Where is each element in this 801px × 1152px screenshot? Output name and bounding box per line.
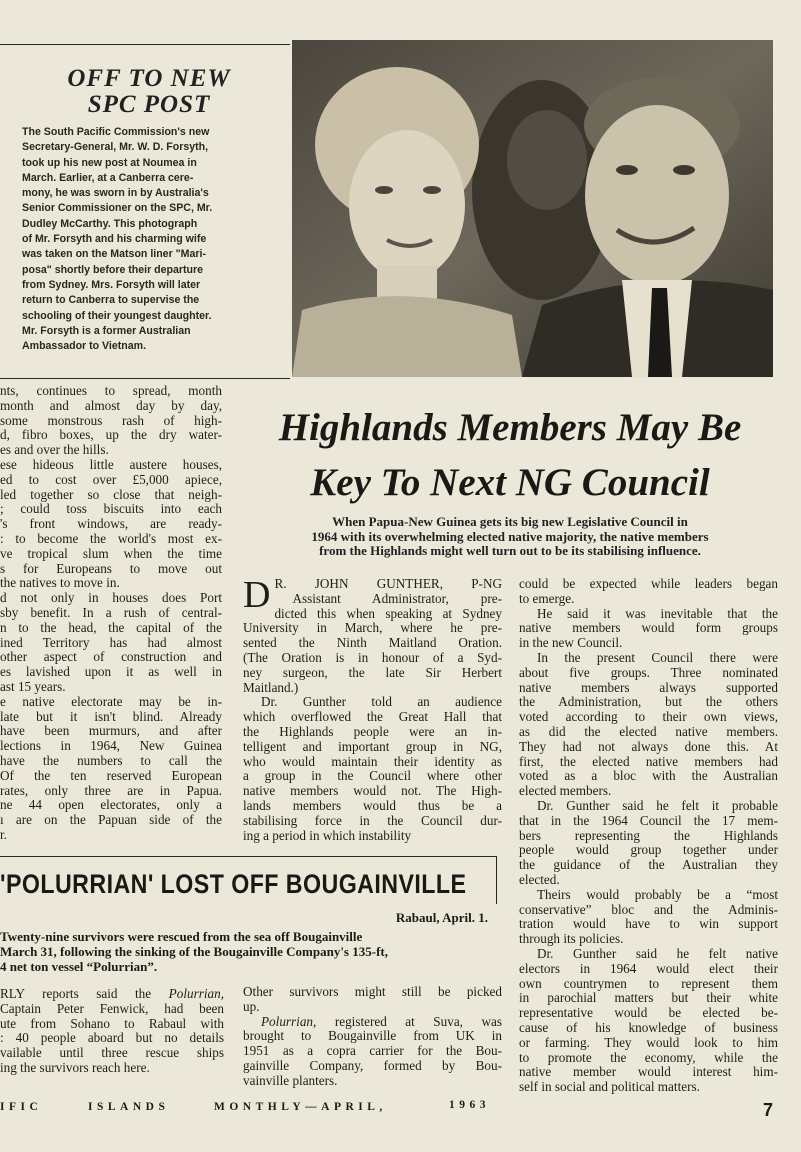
text-line: about five groups. Three nominated — [519, 665, 778, 680]
story2-dateline: Rabaul, April. 1. — [395, 910, 488, 925]
text-line: ve tropical slum when the time — [0, 546, 222, 561]
text-line: month and almost day by day, — [0, 398, 222, 413]
text-line: native members would form groups — [519, 621, 778, 636]
text-line: (The Oration is in honour of a Syd- — [243, 650, 502, 665]
text-line: the guidance of the Australian they — [519, 858, 778, 873]
top-rule — [0, 44, 290, 45]
footer-year: 1963 — [449, 1099, 490, 1111]
text-line: which overflowed the Great Hall that — [243, 710, 502, 725]
text-line: ney surgeon, the late Sir Herbert — [243, 665, 502, 680]
headline-deck — [250, 515, 770, 559]
text-line: ined Territory has had almost — [0, 635, 222, 650]
text-line: es lavished upon it as well in — [0, 665, 222, 680]
text-line: sented the Ninth Maitland Oration. — [243, 636, 502, 651]
text-line: cause of his knowledge of business — [519, 1020, 778, 1035]
text-line: r. — [0, 827, 7, 842]
text-line: in the new Council. — [519, 636, 623, 651]
text-line: native members always supported — [519, 680, 778, 695]
photo-rule — [0, 378, 290, 379]
text-line: conservative” bloc and the Adminis- — [519, 902, 778, 917]
text-line: Polurrian, registered at Suva, was — [261, 1014, 502, 1029]
text-line: self in social and political matters. — [519, 1080, 700, 1095]
text-line: the Highlands people were an in- — [243, 724, 502, 739]
text-line: took up his new post at Noumea in — [22, 156, 197, 169]
text-line: stabilising force in the Council dur- — [243, 813, 502, 828]
text-line: was taken on the Matson liner "Mari- — [22, 248, 206, 261]
text-line: 's front windows, are ready- — [0, 517, 222, 532]
text-line: Secretary-General, Mr. W. D. Forsyth, — [22, 141, 209, 154]
text-line: bers representing the Highlands — [519, 828, 778, 843]
text-line: Ambassador to Vietnam. — [22, 340, 147, 353]
text-line: d, fibro boxes, up the dry water- — [0, 428, 222, 443]
text-line: e native electorate may be in- — [0, 694, 222, 709]
text-line: some monstrous rash of high- — [0, 413, 222, 428]
headline-line-1: Highlands Members May Be — [278, 406, 742, 449]
text-line: ing a period in which instability — [243, 828, 412, 843]
caption-text — [22, 125, 274, 354]
text-line: voted as a bloc with the Australian — [519, 769, 778, 784]
text-line: in parochial matters but their white — [519, 991, 778, 1006]
text-line: March. Earlier, at a Canberra cere- — [22, 171, 194, 184]
text-line: led together so close that neigh- — [0, 487, 222, 502]
text-line: first, the elected native members had — [519, 754, 778, 769]
text-line: ing the survivors reach here. — [0, 1060, 150, 1075]
text-line: as did the elected native members. — [519, 724, 778, 739]
text-line: Twenty-nine survivors were rescued from the sea off Bougainville — [0, 929, 363, 944]
footer-word-3: MONTHLY—APRIL, — [214, 1101, 387, 1113]
text-line: through its policies. — [519, 932, 624, 947]
text-line: Dudley McCarthy. This photograph — [22, 217, 198, 230]
text-line: late but it isn't blind. Already — [0, 709, 222, 724]
dropcap: D — [243, 574, 271, 616]
text-line: es and over the hills. — [0, 443, 109, 458]
text-line: ı are on the Papuan side of the — [0, 813, 222, 828]
text-line: Dr. Gunther said he felt native — [537, 946, 778, 961]
text-line: elected. — [519, 872, 560, 887]
text-line: people would group together under — [519, 843, 778, 858]
text-line: voted according to their own views, — [519, 710, 778, 725]
text-line: have been murmurs, and after — [0, 724, 222, 739]
text-line: 1964 with its overwhelming elected native majority, the native members — [311, 528, 709, 544]
text-line: representative would be elected be- — [519, 1006, 778, 1021]
text-line: : to become the world's most ex- — [0, 531, 222, 546]
text-line: ; could toss biscuits into each — [0, 502, 222, 517]
text-line: telligent and important group in NG, — [243, 739, 502, 754]
footer-word-1: IFIC — [0, 1101, 43, 1113]
text-line: 1951 as a copra carrier for the Bou- — [243, 1044, 502, 1059]
text-line: native member would interest him- — [519, 1065, 778, 1080]
left-column-text — [0, 384, 222, 843]
text-line: vailable until three rescue ships — [0, 1046, 224, 1061]
text-line: Dr. Gunther said he felt it probable — [537, 798, 778, 813]
text-line: from the Highlands might well turn out to be its stabilising influence. — [319, 543, 701, 558]
text-line: schooling of their youngest daughter. — [22, 309, 212, 322]
text-line: Mr. Forsyth is a former Australian — [22, 324, 191, 337]
caption-title — [18, 66, 280, 118]
text-line: could be expected while leaders began — [519, 577, 778, 591]
text-line: Of the ten reserved European — [0, 768, 222, 783]
article-column-1 — [243, 574, 502, 843]
story2-rule — [0, 856, 497, 857]
text-line: that in the 1964 Council the 17 mem- — [519, 813, 778, 828]
text-line: s for Europeans to move out — [0, 561, 222, 576]
text-line: nts, continues to spread, month — [0, 384, 222, 398]
story2-vertical-rule — [496, 856, 497, 904]
text-line: rates, only three are in Papua. — [0, 783, 222, 798]
text-line: In the present Council there were — [537, 650, 778, 665]
text-line: or farming. They would look to him — [519, 1035, 778, 1050]
text-line: to promote the economy, while the — [519, 1050, 778, 1065]
text-line: lections in 1964, New Guinea — [0, 739, 222, 754]
text-line: native members would not. The High- — [243, 784, 502, 799]
text-line: Senior Commissioner on the SPC, Mr. — [22, 202, 213, 215]
text-line: who would maintain their identity as — [243, 754, 502, 769]
text-line: own countrymen to represent them — [519, 976, 778, 991]
text-line: elected members. — [519, 784, 612, 799]
text-line: lands members would thus be a — [243, 798, 502, 813]
text-line: n to the head, the capital of the — [0, 620, 222, 635]
text-line: the Administration, but the others — [519, 695, 778, 710]
text-line: electors in 1964 would elect their — [519, 961, 778, 976]
text-line: ed to cost over £5,000 apiece, — [0, 472, 222, 487]
text-line: March 31, following the sinking of the Bougainville Company's 135-ft, — [0, 944, 388, 959]
text-line: Theirs would probably be a “most — [537, 887, 778, 902]
text-line: 4 net ton vessel “Polurrian”. — [0, 959, 158, 974]
story2-column-2 — [243, 985, 502, 1089]
page-number: 7 — [763, 1100, 774, 1120]
photo-illustration — [292, 40, 773, 377]
text-line: of Mr. Forsyth and his charming wife — [22, 233, 207, 246]
story2-headline: 'POLURRIAN' LOST OFF BOUGAINVILLE — [0, 869, 467, 899]
text-line: The South Pacific Commission's new — [22, 126, 210, 138]
text-line: to emerge. — [519, 591, 575, 606]
text-line: RLY reports said the Polurrian, — [0, 987, 224, 1001]
text-line: mony, he was sworn in by Australia's — [22, 187, 209, 200]
text-line: posa" shortly before their departure — [22, 263, 204, 276]
text-line: a group in the Council where other — [243, 769, 502, 784]
text-line: Other survivors might still be picked — [243, 985, 502, 999]
caption-title-line-1: OFF TO NEW — [67, 65, 231, 92]
text-line: They had not always done this. At — [519, 739, 778, 754]
text-line: return to Canberra to supervise the — [22, 294, 200, 307]
text-line: Captain Peter Fenwick, had been — [0, 1001, 224, 1016]
text-line: : 40 people aboard but no details — [0, 1031, 224, 1046]
text-line: ute from Sohano to Rabaul with — [0, 1016, 224, 1031]
text-line: Dr. Gunther told an audience — [261, 695, 502, 710]
text-line: ast 15 years. — [0, 679, 66, 694]
text-line: gainville Company, formed by Bou- — [243, 1058, 502, 1073]
text-line: R. JOHN GUNTHER, P-NG — [274, 577, 502, 591]
text-line: brought to Bougainville from UK in — [243, 1029, 502, 1044]
story2-deck — [0, 929, 498, 974]
text-line: up. — [243, 999, 260, 1014]
text-line: University in March, where he pre- — [243, 621, 502, 636]
article-column-2 — [519, 577, 778, 1095]
footer-word-2: ISLANDS — [88, 1101, 170, 1113]
text-line: sby benefit. In a rush of central- — [0, 605, 222, 620]
text-line: tration would have to win support — [519, 917, 778, 932]
text-line: vainville planters. — [243, 1073, 338, 1088]
text-line: d not only in houses does Port — [0, 591, 222, 606]
text-line: dicted this when speaking at Sydney — [274, 606, 502, 621]
text-line: have the numbers to call the — [0, 753, 222, 768]
text-line: He said it was inevitable that the — [537, 606, 778, 621]
article-column-1-lines — [243, 574, 502, 843]
story2-column-1 — [0, 987, 224, 1076]
text-line: the natives to move in. — [0, 576, 120, 591]
text-line: Maitland.) — [243, 680, 299, 695]
text-line: ese hideous little austere houses, — [0, 457, 222, 472]
text-line: When Papua-New Guinea gets its big new Legislative Council in — [332, 514, 688, 529]
photo-forsyth-couple — [292, 40, 773, 377]
caption-title-line-2: SPC POST — [87, 91, 211, 118]
headline-line-2: Key To Next NG Council — [310, 461, 710, 504]
text-line: other aspect of construction and — [0, 650, 222, 665]
text-line: Assistant Administrator, pre- — [292, 591, 502, 606]
text-line: ne 44 open electorates, only a — [0, 798, 222, 813]
text-line: from Sydney. Mrs. Forsyth will later — [22, 278, 201, 291]
